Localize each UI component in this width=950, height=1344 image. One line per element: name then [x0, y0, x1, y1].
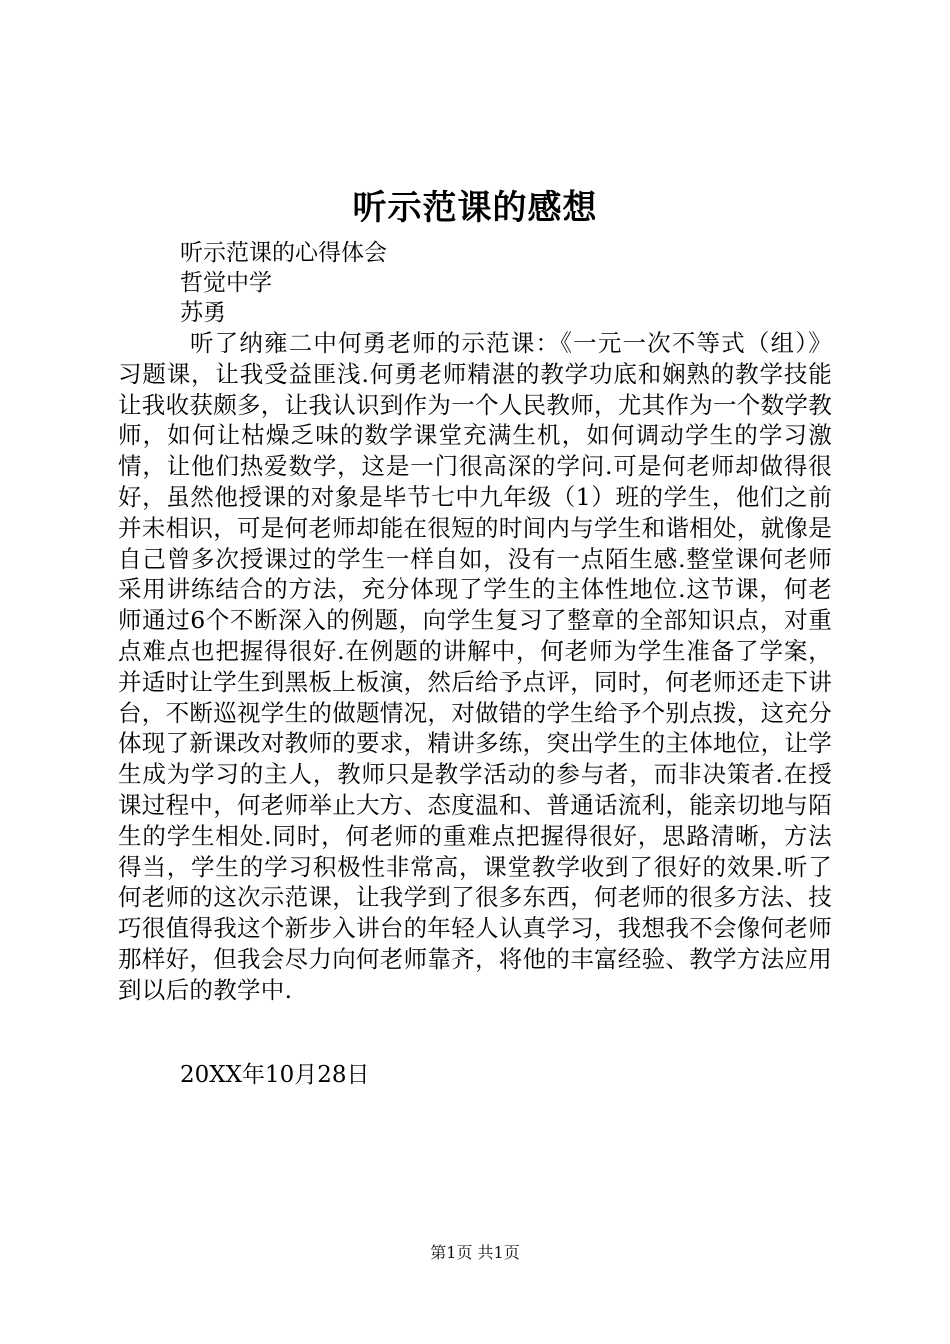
document-date: 20XX年10月28日: [180, 1062, 370, 1088]
school-name: 哲觉中学: [180, 270, 272, 296]
page-footer: 第1页 共1页: [430, 1243, 520, 1262]
document-subtitle: 听示范课的心得体会: [180, 240, 387, 266]
author-name: 苏勇: [180, 300, 226, 326]
document-title: 听示范课的感想: [352, 188, 598, 228]
body-paragraph: 听了纳雍二中何勇老师的示范课：《一元一次不等式（组）》习题课，让我受益匪浅.何勇老师精湛的教学功底和娴熟的教学技能让我收获颇多，让我认识到作为一个人民教师，尤其作为一个数学教师，如何让枯燥乏味的数学课堂充满生机，如何调动学生的学习激情，让他们热爱数学，这是一门很高深的学问.可是何老师却做得很好，虽然他授课的对象是毕节七中九年级（1）班的学生，他们之前并未相识，可是何老师却能在很短的时间内与学生和谐相处，就像是自己曾多次授课过的学生一样自如，没有一点陌生感.整堂课何老师采用讲练结合的方法，充分体现了学生的主体性地位.这节课，何老师通过6个不断深入的例题，向学生复习了整章的全部知识点，对重点难点也把握得很好.在例题的讲解中，何老师为学生准备了学案，并适时让学生到黑板上板演，然后给予点评，同时，何老师还走下讲台，不断巡视学生的做题情况，对做错的学生给予个别点拨，这充分体现了新课改对教师的要求，精讲多练，突出学生的主体地位，让学生成为学习的主人，教师只是教学活动的参与者，而非决策者.在授课过程中，何老师举止大方、态度温和、普通话流利，能亲切地与陌生的学生相处.同时，何老师的重难点把握得很好，思路清晰，方法得当，学生的学习积极性非常高，课堂教学收到了很好的效果.听了何老师的这次示范课，让我学到了很多东西，何老师的很多方法、技巧很值得我这个新步入讲台的年轻人认真学习，我想我不会像何老师那样好，但我会尽力向何老师靠齐，将他的丰富经验、教学方法应用到以后的教学中.: [118, 329, 832, 1004]
